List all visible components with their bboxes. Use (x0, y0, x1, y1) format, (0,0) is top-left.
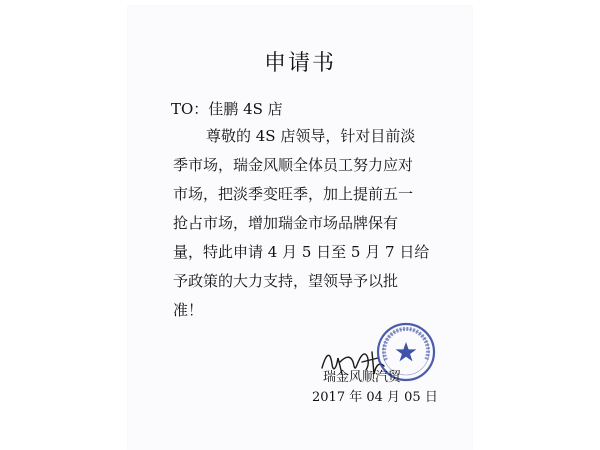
document-title: 申请书 (263, 51, 336, 76)
recipient-line: TO：佳鹏 4S 店 (171, 100, 283, 118)
body-line-4: 抢占市场，增加瑞金市场品牌保有 (173, 214, 399, 232)
document-page (128, 6, 472, 450)
sender-name: 瑞金风顺汽贸 (323, 370, 402, 385)
body-line-5: 量，特此申请 4 月 5 日至 5 月 7 日给 (173, 243, 430, 261)
body-line-7: 准！ (173, 301, 204, 319)
body-line-3: 市场，把淡季变旺季，加上提前五一 (173, 185, 414, 203)
document-date: 2017 年 04 月 05 日 (312, 390, 438, 405)
body-line-1: 尊敬的 4S 店领导，针对目前淡 (206, 127, 416, 145)
body-line-2: 季市场，瑞金风顺全体员工努力应对 (173, 156, 414, 174)
body-line-6: 予政策的大力支持，望领导予以批 (173, 272, 399, 290)
